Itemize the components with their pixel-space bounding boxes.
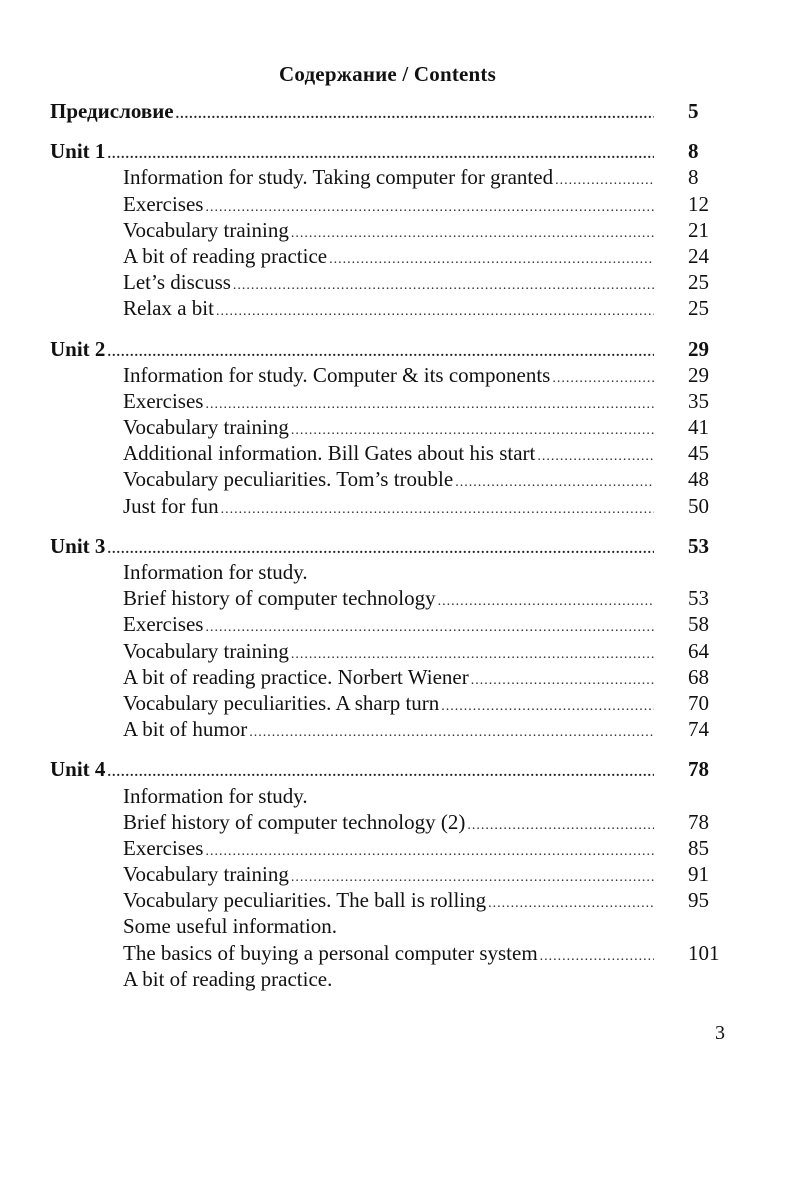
toc-entry-row <box>50 835 740 861</box>
toc-unit-label: Unit 4 <box>50 757 106 782</box>
toc-entry-row <box>50 164 740 190</box>
page-number: 3 <box>715 1022 725 1044</box>
toc-entry-row <box>50 783 740 809</box>
toc-unit-row <box>50 138 740 164</box>
toc-entry-row <box>50 638 740 664</box>
toc-entry-row <box>50 966 740 992</box>
toc-unit-page: 8 <box>688 139 699 164</box>
toc-entry-text: Information for study. <box>123 560 308 584</box>
toc-entry-row <box>50 493 740 519</box>
toc-unit-row <box>50 756 740 782</box>
toc-entry-row <box>50 664 740 690</box>
toc-entry-row <box>50 295 740 321</box>
toc-entry-text: Vocabulary peculiarities. The ball is rolling <box>123 888 487 913</box>
toc-unit-page: 29 <box>688 336 709 361</box>
toc-entry-page: 8 <box>688 165 699 190</box>
toc-entry-page: 48 <box>688 467 709 492</box>
toc-entry-page: 21 <box>688 217 709 242</box>
toc-entry-page: 74 <box>688 717 709 742</box>
toc-entry-text: A bit of reading practice. <box>123 966 333 991</box>
toc-entry-page: 25 <box>688 270 709 295</box>
toc-entry-text: Exercises <box>123 835 204 860</box>
toc-entry-text: Information for study. Computer & its components <box>123 362 551 387</box>
toc-unit-row <box>50 533 740 559</box>
toc-entry-row <box>50 440 740 466</box>
toc-entry-row <box>50 388 740 414</box>
toc-entry-page: 68 <box>688 664 709 689</box>
toc-entry-page: 70 <box>688 690 709 715</box>
toc-unit-label: Unit 3 <box>50 533 106 558</box>
toc-entry-text: Additional information. Bill Gates about his start <box>123 441 536 466</box>
toc-entry-row <box>50 243 740 269</box>
toc-entry-row <box>50 716 740 742</box>
toc-preface-row <box>50 98 740 124</box>
toc-entry-text: Exercises <box>123 612 204 637</box>
toc-entry-page: 45 <box>688 441 709 466</box>
toc-preface-label: Предисловие <box>50 99 174 123</box>
toc-entry-page: 50 <box>688 493 709 518</box>
toc-entry-row <box>50 887 740 913</box>
toc-entry-text: A bit of humor <box>123 717 248 742</box>
toc-entry-page: 78 <box>688 809 709 834</box>
toc-entry-row <box>50 559 740 585</box>
toc-entry-page: 85 <box>688 835 709 860</box>
toc-entry-text: Some useful information. <box>123 914 338 939</box>
toc-entry-row <box>50 414 740 440</box>
toc-entry-text: The basics of buying a personal computer system <box>123 940 538 965</box>
toc-entry-row <box>50 585 740 611</box>
toc-entry-page: 12 <box>688 191 709 216</box>
dot-leader <box>176 102 654 128</box>
toc-preface-page: 5 <box>688 99 699 123</box>
toc-entry-text: A bit of reading practice. Norbert Wiener <box>123 664 469 689</box>
toc-unit-label: Unit 1 <box>50 139 106 164</box>
toc-entry-text: Relax a bit <box>123 296 214 321</box>
toc-entry-row <box>50 611 740 637</box>
toc-entry-row <box>50 191 740 217</box>
toc-entry-page: 25 <box>688 296 709 321</box>
toc-entry-text: Let’s discuss <box>123 270 231 295</box>
toc-unit-row <box>50 336 740 362</box>
toc-entry-page: 41 <box>688 415 709 440</box>
toc-entry-text: Vocabulary training <box>123 862 289 887</box>
toc-entry-page: 29 <box>688 362 709 387</box>
toc-entry-page: 95 <box>688 888 709 913</box>
toc-entry-page: 53 <box>688 586 709 611</box>
toc-entry-text: Vocabulary training <box>123 217 289 242</box>
toc-entry-row <box>50 861 740 887</box>
toc-unit-label: Unit 2 <box>50 336 106 361</box>
toc-entry-row <box>50 809 740 835</box>
toc-entry-text: Exercises <box>123 388 204 413</box>
toc-unit-page: 53 <box>688 533 709 558</box>
toc-entry-page: 35 <box>688 388 709 413</box>
toc-unit-page: 78 <box>688 757 709 782</box>
toc-entry-row <box>50 362 740 388</box>
toc-entry-page: 58 <box>688 612 709 637</box>
toc-entry-page: 64 <box>688 638 709 663</box>
dot-leader <box>221 497 654 523</box>
dot-leader <box>249 720 654 746</box>
toc-entry-text: A bit of reading practice <box>123 243 328 268</box>
toc-entry-row <box>50 690 740 716</box>
toc-units <box>50 124 740 992</box>
toc-entry-text: Vocabulary peculiarities. A sharp turn <box>123 690 440 715</box>
toc-entry-text: Brief history of computer technology (2) <box>123 809 466 834</box>
table-of-contents <box>50 98 740 992</box>
toc-entry-row <box>50 940 740 966</box>
toc-entry-row <box>50 217 740 243</box>
toc-entry-page: 24 <box>688 243 709 268</box>
toc-entry-text: Exercises <box>123 191 204 216</box>
toc-entry-row <box>50 913 740 939</box>
toc-entry-page: 101 <box>688 940 720 965</box>
toc-entry-text: Information for study. Taking computer for granted <box>123 165 554 190</box>
toc-entry-row <box>50 466 740 492</box>
toc-entry-text: Brief history of computer technology <box>123 586 436 611</box>
toc-entry-text: Just for fun <box>123 493 219 518</box>
toc-entry-text: Vocabulary peculiarities. Tom’s trouble <box>123 467 454 492</box>
toc-entry-text: Vocabulary training <box>123 638 289 663</box>
contents-title: Содержание / Contents <box>279 62 496 86</box>
toc-entry-page: 91 <box>688 862 709 887</box>
dot-leader <box>216 299 654 325</box>
toc-entry-text: Information for study. <box>123 783 308 808</box>
toc-entry-text: Vocabulary training <box>123 415 289 440</box>
toc-entry-row <box>50 269 740 295</box>
